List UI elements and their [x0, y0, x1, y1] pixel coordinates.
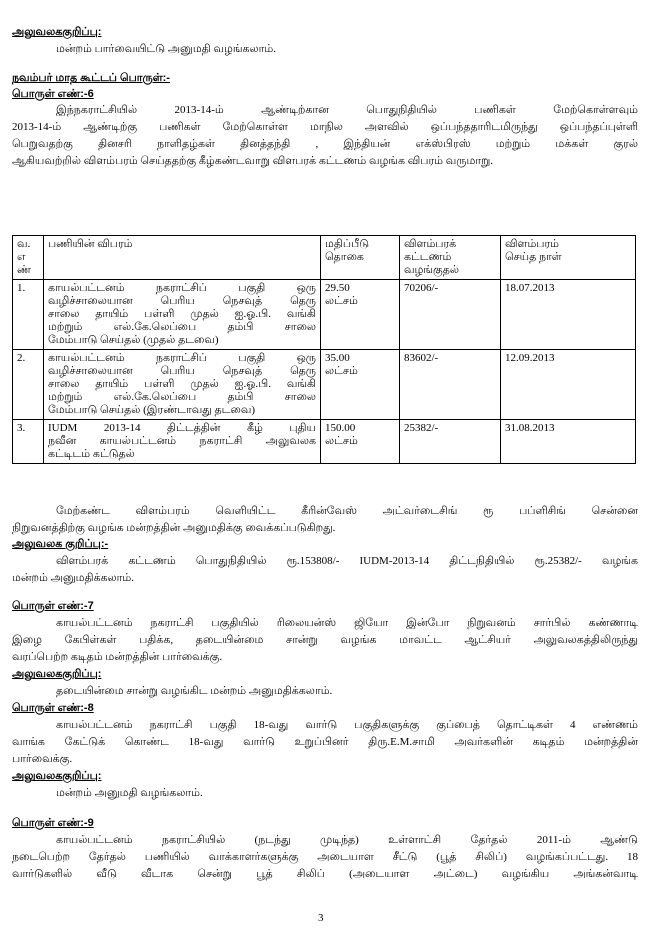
cell-estimate — [321, 420, 400, 464]
cell-serial: 2. — [13, 350, 44, 420]
header-ad-fee — [400, 236, 501, 280]
desc-line: IUDM 2013-14 திட்டத்தின் கீழ் புதிய — [48, 422, 316, 434]
item9-line: நடைபெற்ற தேர்தல் பணியில் வாக்காளர்களுக்கு அடையாள சீட்டு (பூத் சிலிப்) வழங்கப்பட்டது. 18 — [12, 851, 638, 863]
item7-line: இழை கேபிள்கள் பதிக்க, தடையின்மை சான்று வழங்க மாவட்ட ஆட்சியர் அலுவலகத்திலிருந்து — [12, 634, 638, 646]
item6-after-table-line: நிறுவனத்திற்கு வழங்க மன்றத்தின் அனுமதிக்கு வைக்கப்படுகிறது. — [12, 522, 336, 534]
item7-remark-heading: அலுவலககுறிப்பு: — [12, 668, 102, 680]
estimate-unit: லட்சம் — [325, 435, 358, 447]
cell-serial: 1. — [13, 280, 44, 350]
header-text: மதிப்பீடு — [325, 238, 370, 250]
desc-line: வழிச்சாலையான பெரிய நெசவுத் தெரு — [48, 365, 316, 377]
item8-line: பார்வைக்கு. — [12, 753, 73, 765]
item9-line: வார்டுகளில் வீடு வீடாக சென்று பூத் சிலிப் (அடையாள அட்டை) வழங்கிய அங்கன்வாடி — [12, 868, 638, 880]
cell-ad-date: 31.08.2013 — [501, 420, 636, 464]
cell-ad-date: 18.07.2013 — [501, 280, 636, 350]
estimate-amount: 29.50 — [325, 282, 350, 294]
item6-line: 2013-14-ம் ஆண்டிற்கு பணிகள் மேற்கொள்ள மாநில அளவில் ஒப்பந்ததாரிடமிருந்து ஒப்பந்தப்புள்ளி — [12, 121, 638, 133]
header-text: எ — [17, 251, 26, 263]
item8-heading: பொருள் எண்:-8 — [12, 702, 94, 714]
cell-estimate — [321, 350, 400, 420]
item6-after-table-line: மேற்கண்ட விளம்பரம் வெளியிட்ட கீரின்வேஸ் அட்வர்டைசிங் ரூ பப்ளிசிங் சென்னை — [56, 505, 638, 517]
table-row — [13, 420, 636, 464]
desc-line: சாலை தாயிம் பள்ளி முதல் ஐ.ஓ.பி. வங்கி — [48, 308, 316, 320]
item6-heading: பொருள் எண்:-6 — [12, 88, 94, 100]
estimate-unit: லட்சம் — [325, 295, 358, 307]
header-text: வழங்குதல் — [404, 264, 460, 276]
cell-ad-fee: 83602/- — [400, 350, 501, 420]
item6-line: ஆகியவற்றில் விளம்பரம் செய்ததற்கு கீழ்கண்டவாறு விளபரக் கட்டணம் வழங்க விபரம் வருமாறு. — [12, 155, 494, 167]
item6-remark-line: மன்றம் அனுமதிக்கலாம். — [12, 572, 135, 584]
header-text: விளம்பரக் — [404, 238, 457, 250]
table-row — [13, 280, 636, 350]
header-text: கட்டணம் — [404, 251, 452, 263]
item8-remark-text: மன்றம் அனுமதி வழங்கலாம். — [56, 787, 203, 799]
cell-estimate — [321, 280, 400, 350]
desc-line: மற்றும் எல்.கே.லெப்பை தம்பி சாலை — [48, 391, 316, 403]
item9-heading: பொருள் எண்:-9 — [12, 817, 94, 829]
table-row — [13, 350, 636, 420]
cell-work-details — [44, 280, 321, 350]
header-serial — [13, 236, 44, 280]
section-heading: நவம்பர் மாத கூட்டப் பொருள்:- — [12, 72, 170, 84]
cell-work-details — [44, 420, 321, 464]
cell-ad-date: 12.09.2013 — [501, 350, 636, 420]
desc-line: மற்றும் எல்.கே.லெப்பை தம்பி சாலை — [48, 321, 316, 333]
item8-remark-heading: அலுவலககுறிப்பு: — [12, 770, 102, 782]
header-text: பணியின் விபரம் — [48, 238, 133, 250]
header-text: செய்த நாள் — [505, 251, 562, 263]
table-header-row — [13, 236, 636, 280]
item7-line: வரப்பெற்ற கடிதம் மன்றத்தின் பார்வைக்கு. — [12, 651, 223, 663]
header-ad-date — [501, 236, 636, 280]
header-work-details — [44, 236, 321, 280]
desc-line: சாலை தாயிம் பள்ளி முதல் ஐ.ஓ.பி. வங்கி — [48, 378, 316, 390]
desc-line: நவீன காயல்பட்டனம் நகராட்சி அலுவலக — [48, 435, 316, 447]
header-text: விளம்பரம் — [505, 238, 560, 250]
header-estimate — [321, 236, 400, 280]
item9-line: காயல்பட்டனம் நகராட்சியில் (நடந்து முடிந்த) உள்ளாட்சி தேர்தல் 2011-ம் ஆண்டு — [56, 834, 638, 846]
item6-line: இந்நகராட்சியில் 2013-14-ம் ஆண்டிற்கான பொதுநிதியில் பணிகள் மேற்கொள்ளவும் — [56, 104, 638, 116]
cell-ad-fee: 70206/- — [400, 280, 501, 350]
item6-line: பெறுவதற்கு தினசரி நாளிதழ்கள் தினத்தந்தி , இந்தியன் எக்ஸ்பிரஸ் மற்றும் மக்கள் குரல் — [12, 138, 638, 150]
advertisement-table — [12, 235, 636, 464]
item6-remark-line: விளம்பரக் கட்டணம் பொதுநிதியில் ரூ.153808/- IUDM-2013-14 திட்டநிதியில் ரூ.25382/- வழங்க — [56, 555, 638, 567]
item6-remark-heading: அலுவலக குறிப்பு:- — [12, 538, 109, 550]
item7-line: காயல்பட்டனம் நகராட்சி பகுதியில் ரிலையன்ஸ் ஜியோ இன்போ நிறுவனம் சார்பில் கண்ணாடி — [56, 617, 638, 629]
item8-line: வாங்க கேட்டுக் கொண்ட 18-வது வார்டு உறுப்பினர் திரு.E.M.சாமி அவர்களின் கடிதம் மன்றத்தின் — [12, 736, 638, 748]
desc-line: மேம்பாடு செய்தல் (முதல் தடவை) — [48, 334, 219, 346]
desc-line: காயல்பட்டனம் நகராட்சிப் பகுதி ஒரு — [48, 282, 316, 294]
item8-line: காயல்பட்டனம் நகராட்சி பகுதி 18-வது வார்டு பகுதிகளுக்கு குப்பைத் தொட்டிகள் 4 எண்ணம் — [56, 719, 638, 731]
estimate-amount: 150.00 — [325, 422, 356, 434]
header-text: வ. — [17, 238, 31, 250]
desc-line: கட்டிடம் கட்டுதல் — [48, 448, 135, 460]
cell-work-details — [44, 350, 321, 420]
top-remark-heading: அலுவலககுறிப்பு: — [12, 26, 102, 38]
header-text: ண் — [17, 264, 31, 276]
cell-ad-fee: 25382/- — [400, 420, 501, 464]
estimate-unit: லட்சம் — [325, 365, 358, 377]
desc-line: வழிச்சாலையான பெரிய நெசவுத் தெரு — [48, 295, 316, 307]
desc-line: காயல்பட்டனம் நகராட்சிப் பகுதி ஒரு — [48, 352, 316, 364]
item7-heading: பொருள் எண்:-7 — [12, 600, 94, 612]
page-number: 3 — [318, 912, 324, 924]
header-text: தொகை — [325, 251, 364, 263]
estimate-amount: 35.00 — [325, 352, 350, 364]
item7-remark-text: தடையின்மை சான்று வழங்கிட மன்றம் அனுமதிக்கலாம். — [56, 685, 333, 697]
cell-serial: 3. — [13, 420, 44, 464]
top-remark-text: மன்றம் பார்வையிட்டு அனுமதி வழங்கலாம். — [56, 43, 276, 55]
desc-line: மேம்பாடு செய்தல் (இரண்டாவது தடவை) — [48, 404, 256, 416]
